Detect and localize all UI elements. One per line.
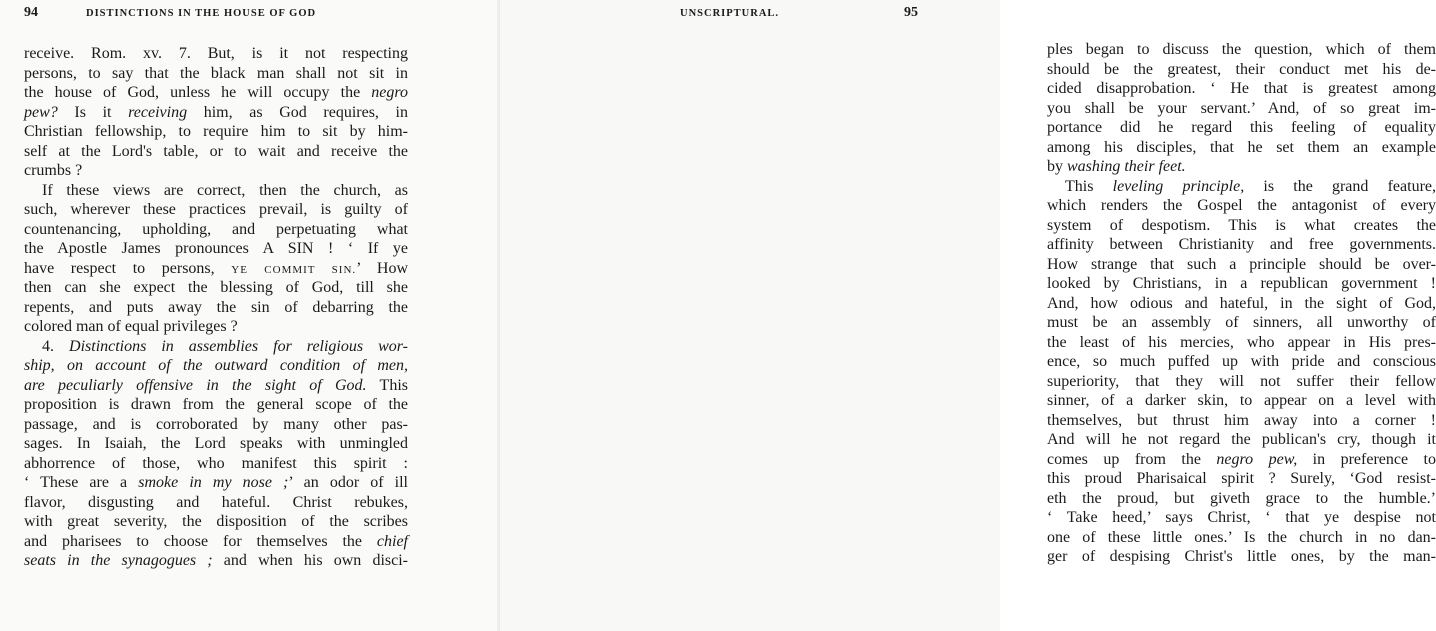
text-run: among his disciples, that he set them an example [1047,138,1436,156]
text-line [24,317,408,337]
text-run: And will he not regard the publican's cry, though it [1047,431,1436,448]
text-line [24,103,408,123]
text-line [1047,313,1436,333]
italic-text: receiving [128,103,188,121]
italic-text: chief [376,532,408,550]
left-running-header [24,5,464,28]
italic-text: ship, on account of the outward condition of men, [24,357,408,374]
text-run: countenancing, upholding, and perpetuating what [24,220,408,238]
text-run: you shall be your servant.’ And, of so great im- [1047,99,1436,117]
text-line [24,298,408,318]
text-line [24,122,408,142]
left-page [0,0,500,631]
italic-text: leveling principle, [1112,177,1245,195]
text-line [1047,274,1436,294]
text-run: by [1047,158,1067,175]
text-run: superiority, that they will not suffer their fellow [1047,372,1436,390]
text-line [1047,216,1436,236]
text-run: is the grand feature, [1244,177,1436,195]
text-line [1047,40,1436,60]
text-run: If these views are correct, then the church, as [42,181,408,199]
text-run: passage, and is corroborated by many other pas- [24,415,408,433]
text-line [1047,99,1436,119]
text-line [24,551,408,571]
italic-text: smoke in my nose ; [138,474,289,491]
text-run: 4. [42,337,70,355]
text-line [1047,528,1436,548]
text-run: colored man of equal privileges ? [24,318,238,335]
text-run: How strange that such a principle should be over- [1047,255,1436,273]
text-line [1047,196,1436,216]
text-run: And, how odious and hateful, in the sight of God, [1047,294,1436,312]
text-line [1047,255,1436,275]
italic-text: pew? [24,103,58,121]
text-run: ence, so much puffed up with pride and conscious [1047,353,1436,370]
text-run: the house of God, unless he will occupy the [24,84,372,101]
italic-text: Distinctions in assemblies for religious wor- [69,337,409,355]
text-run: This [366,376,409,394]
italic-text: are peculiarly offensive in the sight of God. [24,376,367,394]
text-line [24,493,408,513]
text-line [24,415,408,435]
text-line [24,454,408,474]
text-run: in preference to [1297,450,1436,468]
text-line [1047,508,1436,528]
text-run: ples began to discuss the question, which of them [1047,41,1436,58]
text-line [1047,235,1436,255]
text-run: self at the Lord's table, or to wait and receive the [24,142,408,160]
text-run: cided disapprobation. ‘ He that is greatest among [1047,80,1436,97]
text-run: repents, and puts away the sin of debarring the [24,298,408,316]
text-line [24,142,408,162]
text-run: This [1065,177,1113,195]
text-run: system of despotism. This is what creates the [1047,216,1436,234]
text-line [24,239,408,259]
italic-text: washing their feet. [1067,158,1186,175]
text-run: Christian fellowship, to require him to sit by him- [24,123,408,140]
text-run: receive. Rom. xv. 7. But, is it not respecting [24,45,408,62]
text-run: which renders the Gospel the antagonist of every [1047,197,1436,214]
text-line [1047,60,1436,80]
text-line [1047,411,1436,431]
text-line [1047,352,1436,372]
text-line [1047,430,1436,450]
text-line [1047,547,1436,567]
text-run: one of these little ones.’ Is the church in no dan- [1047,528,1436,546]
text-run: abhorrence of those, who manifest this spirit : [24,454,408,472]
text-run: and when his own disci- [212,552,408,569]
left-page-number: 94 [24,5,38,20]
text-line [24,473,408,493]
text-run: sages. In Isaiah, the Lord speaks with unmingled [24,435,408,452]
text-run: proposition is drawn from the general scope of the [24,396,408,413]
text-line [1047,79,1436,99]
right-running-head: UNSCRIPTURAL. [680,8,780,19]
text-line [1047,391,1436,411]
text-run: flavor, disgusting and hateful. Christ rebukes, [24,493,408,511]
italic-text: negro [371,84,408,101]
text-run: such, wherever these practices prevail, is guilty of [24,201,408,218]
text-run: ’ an odor of ill [288,474,409,491]
italic-text: negro pew, [1216,450,1298,468]
text-run: him, as God requires, in [187,103,409,121]
text-run: must be an assembly of sinners, all unworthy of [1047,314,1436,331]
text-run: ‘ Take heed,’ says Christ, ‘ that ye despise not [1047,509,1436,526]
left-running-head: DISTINCTIONS IN THE HOUSE OF GOD [86,8,317,19]
text-run: ’ How [356,259,408,277]
text-line [24,532,408,552]
text-run: comes up from the [1047,450,1217,468]
text-line [1047,177,1436,197]
text-line [1047,138,1436,158]
text-run: and pharisees to choose for themselves the [24,532,377,550]
text-line [1047,489,1436,509]
right-text-column [1047,40,1436,567]
text-run: affinity between Christianity and free governments. [1047,236,1436,253]
text-run: YE COMMIT SIN. [231,263,357,276]
text-run: themselves, but thrust him away into a corner ! [1047,411,1436,429]
text-run: this proud Pharisaical spirit ? Surely, ‘God resist- [1047,470,1436,487]
text-line [1047,118,1436,138]
text-line [1047,333,1436,353]
text-run: persons, to say that the black man shall not sit in [24,64,408,82]
text-line [24,220,408,240]
text-run: eth the proud, but giveth grace to the humble.’ [1047,489,1436,507]
text-run: looked by Christians, in a republican government ! [1047,275,1436,292]
text-run: portance did he regard this feeling of equality [1047,119,1436,136]
text-line [24,395,408,415]
text-line [24,337,408,357]
text-line [24,64,408,84]
text-line [24,161,408,181]
right-page-number: 95 [904,5,918,20]
right-page [500,0,1436,631]
text-line [24,259,408,279]
text-line [24,278,408,298]
text-line [24,44,408,64]
text-run: with great severity, the disposition of the scribes [24,513,408,530]
text-line [1047,469,1436,489]
text-line [24,434,408,454]
text-line [24,83,408,103]
text-run: Is it [57,103,129,121]
text-run: the least of his mercies, who appear in His pres- [1047,333,1436,351]
text-line [1047,294,1436,314]
text-run: the Apostle James pronounces A SIN ! ‘ If ye [24,240,408,257]
text-run: sinner, of a darker skin, to appear on a level with [1047,392,1436,409]
left-text-column [24,44,408,571]
text-line [1047,157,1436,177]
text-run: ger of despising Christ's little ones, by the man- [1047,548,1436,565]
right-running-header [500,5,1000,28]
text-run: then can she expect the blessing of God, till she [24,279,408,296]
text-line [1047,450,1436,470]
text-line [24,181,408,201]
text-line [24,200,408,220]
text-run: ‘ These are a [24,474,139,491]
text-run: should be the greatest, their conduct met his de- [1047,60,1436,78]
italic-text: seats in the synagogues ; [24,552,213,569]
text-line [24,376,408,396]
text-line [1047,372,1436,392]
text-line [24,512,408,532]
text-run: have respect to persons, [24,259,232,277]
text-line [24,356,408,376]
text-run: crumbs ? [24,162,83,179]
